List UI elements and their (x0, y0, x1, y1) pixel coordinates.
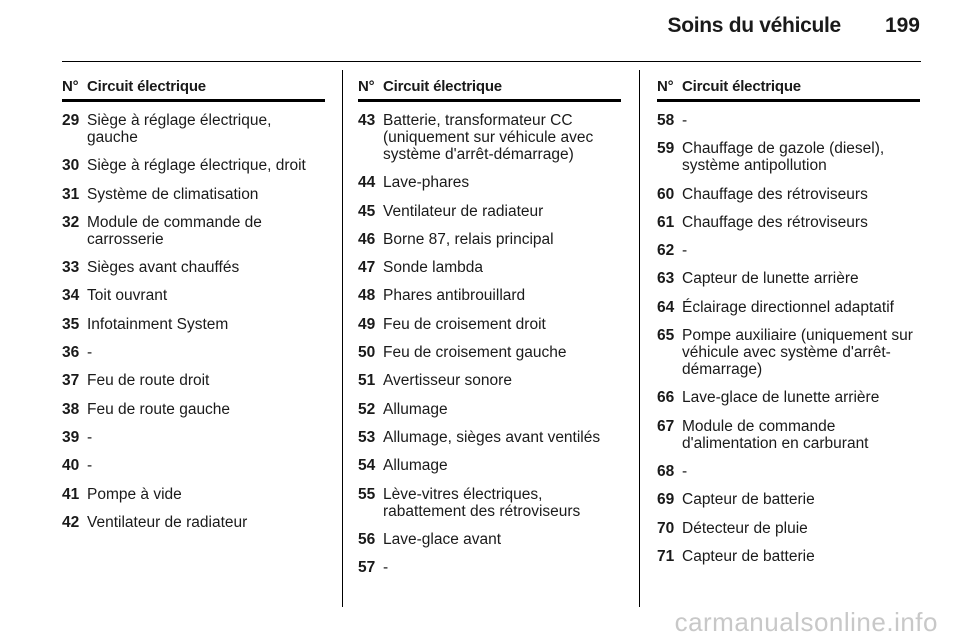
circuit-description: - (682, 112, 688, 129)
fuse-number: 43 (358, 112, 376, 129)
header-rule (62, 61, 921, 62)
fuse-row (657, 112, 920, 129)
fuse-row (62, 112, 325, 146)
circuit-description: Batterie, transformateur CC (uniquement sur véhicule avec système d'arrêt-démarrage) (383, 112, 594, 163)
number-header: N° (358, 78, 375, 95)
fuse-row (62, 429, 325, 446)
fuse-number: 46 (358, 230, 376, 248)
circuit-description: Sièges avant chauffés (87, 259, 240, 277)
fuse-number: 53 (358, 428, 376, 446)
fuse-number: 65 (657, 327, 675, 345)
circuit-description: - (87, 344, 93, 362)
circuit-description: Lave-phares (383, 174, 470, 192)
fuse-row (657, 214, 920, 231)
fuse-number: 57 (358, 559, 376, 577)
fuse-row (358, 203, 621, 220)
fuse-column-2 (358, 78, 621, 587)
fuse-column-1 (62, 78, 325, 542)
fuse-row (657, 270, 920, 287)
page-number: 199 (884, 14, 920, 37)
fuse-row (657, 299, 920, 316)
circuit-description: Pompe à vide (87, 485, 182, 503)
circuit-description: Chauffage de gazole (diesel), système antipollution (682, 140, 885, 175)
fuse-number: 54 (358, 457, 376, 475)
column-divider (639, 70, 640, 607)
circuit-description: - (87, 457, 93, 475)
circuit-description: Capteur de lunette arrière (682, 270, 859, 288)
fuse-number: 62 (657, 242, 675, 260)
circuit-description: Pompe auxiliaire (uniquement sur véhicule avec système d'arrêt-démarrage) (682, 327, 913, 379)
circuit-description: Ventilateur de radiateur (87, 513, 248, 531)
fuse-row (657, 389, 920, 406)
fuse-row (358, 344, 621, 361)
fuse-number: 38 (62, 400, 80, 418)
fuse-row (657, 418, 920, 452)
fuse-number: 32 (62, 213, 80, 231)
circuit-description: - (682, 242, 688, 260)
fuse-row (62, 344, 325, 361)
fuse-number: 31 (62, 185, 80, 203)
fuse-row (358, 486, 621, 520)
circuit-description: Éclairage directionnel adaptatif (682, 298, 894, 316)
fuse-row (358, 372, 621, 389)
fuse-number: 50 (358, 344, 376, 362)
fuse-number: 67 (657, 417, 675, 435)
fuse-number: 48 (358, 287, 376, 305)
fuse-row (62, 457, 325, 474)
circuit-description: Feu de croisement droit (383, 315, 546, 333)
fuse-number: 66 (657, 389, 675, 407)
watermark: carmanualsonline.info (674, 607, 938, 637)
circuit-header: Circuit électrique (682, 78, 801, 95)
fuse-row (657, 327, 920, 378)
circuit-header: Circuit électrique (383, 78, 502, 95)
fuse-number: 42 (62, 513, 80, 531)
fuse-row (657, 548, 920, 565)
number-header: N° (657, 78, 674, 95)
circuit-header: Circuit électrique (87, 78, 206, 95)
circuit-description: Phares antibrouillard (383, 287, 526, 305)
fuse-row (657, 242, 920, 259)
fuse-row (62, 287, 325, 304)
fuse-number: 36 (62, 344, 80, 362)
circuit-description: Capteur de batterie (682, 491, 815, 509)
fuse-number: 61 (657, 213, 675, 231)
fuse-row (62, 316, 325, 333)
circuit-description: Capteur de batterie (682, 547, 815, 565)
circuit-description: Module de commande de carrosserie (87, 213, 262, 248)
fuse-row (657, 520, 920, 537)
circuit-description: Chauffage des rétroviseurs (682, 213, 868, 231)
fuse-number: 68 (657, 462, 675, 480)
page-header (668, 14, 921, 38)
fuse-list (62, 112, 325, 531)
fuse-row (657, 463, 920, 480)
fuse-row (62, 157, 325, 174)
fuse-row (657, 140, 920, 174)
fuse-column-3 (657, 78, 920, 576)
column-header (358, 78, 621, 102)
number-header: N° (62, 78, 79, 95)
fuse-row (358, 287, 621, 304)
page-title: Soins du véhicule (667, 14, 841, 37)
circuit-description: Lave-glace avant (383, 530, 502, 548)
fuse-number: 29 (62, 112, 80, 129)
circuit-description: Allumage (383, 457, 448, 475)
fuse-row (358, 429, 621, 446)
fuse-row (358, 259, 621, 276)
circuit-description: Lave-glace de lunette arrière (682, 389, 880, 407)
circuit-description: Borne 87, relais principal (383, 230, 554, 248)
fuse-row (358, 457, 621, 474)
circuit-description: Allumage, sièges avant ventilés (383, 428, 601, 446)
fuse-row (358, 174, 621, 191)
fuse-number: 51 (358, 372, 376, 390)
fuse-number: 37 (62, 372, 80, 390)
column-divider (342, 70, 343, 607)
circuit-description: Lève-vitres électriques, rabattement des rétroviseurs (383, 485, 581, 520)
fuse-number: 64 (657, 298, 675, 316)
circuit-description: Ventilateur de radiateur (383, 202, 544, 220)
circuit-description: Feu de route gauche (87, 400, 231, 418)
fuse-row (62, 259, 325, 276)
circuit-description: Avertisseur sonore (383, 372, 512, 390)
circuit-description: Sonde lambda (383, 259, 483, 277)
circuit-description: Siège à réglage électrique, gauche (87, 112, 272, 146)
circuit-description: Feu de croisement gauche (383, 344, 567, 362)
fuse-number: 33 (62, 259, 80, 277)
fuse-number: 63 (657, 270, 675, 288)
fuse-number: 34 (62, 287, 80, 305)
fuse-row (358, 112, 621, 163)
circuit-description: - (383, 559, 389, 577)
fuse-list (358, 112, 621, 576)
fuse-row (358, 231, 621, 248)
fuse-number: 69 (657, 491, 675, 509)
fuse-number: 41 (62, 485, 80, 503)
fuse-number: 56 (358, 530, 376, 548)
fuse-number: 59 (657, 140, 675, 158)
circuit-description: Chauffage des rétroviseurs (682, 185, 868, 203)
fuse-row (358, 401, 621, 418)
column-header (657, 78, 920, 102)
fuse-number: 39 (62, 428, 80, 446)
fuse-number: 44 (358, 174, 376, 192)
circuit-description: Module de commande d'alimentation en carburant (682, 417, 869, 452)
circuit-description: - (682, 462, 688, 480)
fuse-number: 49 (358, 315, 376, 333)
fuse-number: 35 (62, 315, 80, 333)
fuse-row (62, 372, 325, 389)
fuse-row (62, 401, 325, 418)
fuse-row (62, 186, 325, 203)
circuit-description: Système de climatisation (87, 185, 259, 203)
fuse-number: 45 (358, 202, 376, 220)
fuse-number: 70 (657, 519, 675, 537)
fuse-number: 47 (358, 259, 376, 277)
circuit-description: Feu de route droit (87, 372, 210, 390)
circuit-description: - (87, 428, 93, 446)
fuse-number: 55 (358, 485, 376, 503)
fuse-row (358, 316, 621, 333)
fuse-row (62, 214, 325, 248)
fuse-number: 40 (62, 457, 80, 475)
fuse-number: 30 (62, 157, 80, 175)
fuse-number: 71 (657, 547, 675, 565)
circuit-description: Infotainment System (87, 315, 229, 333)
fuse-row (358, 559, 621, 576)
column-header (62, 78, 325, 102)
circuit-description: Détecteur de pluie (682, 519, 808, 537)
fuse-number: 58 (657, 112, 675, 129)
circuit-description: Toit ouvrant (87, 287, 168, 305)
circuit-description: Siège à réglage électrique, droit (87, 157, 306, 175)
fuse-list (657, 112, 920, 565)
fuse-row (62, 486, 325, 503)
circuit-description: Allumage (383, 400, 448, 418)
fuse-row (358, 531, 621, 548)
fuse-number: 52 (358, 400, 376, 418)
fuse-number: 60 (657, 185, 675, 203)
fuse-row (62, 514, 325, 531)
fuse-row (657, 491, 920, 508)
fuse-row (657, 186, 920, 203)
